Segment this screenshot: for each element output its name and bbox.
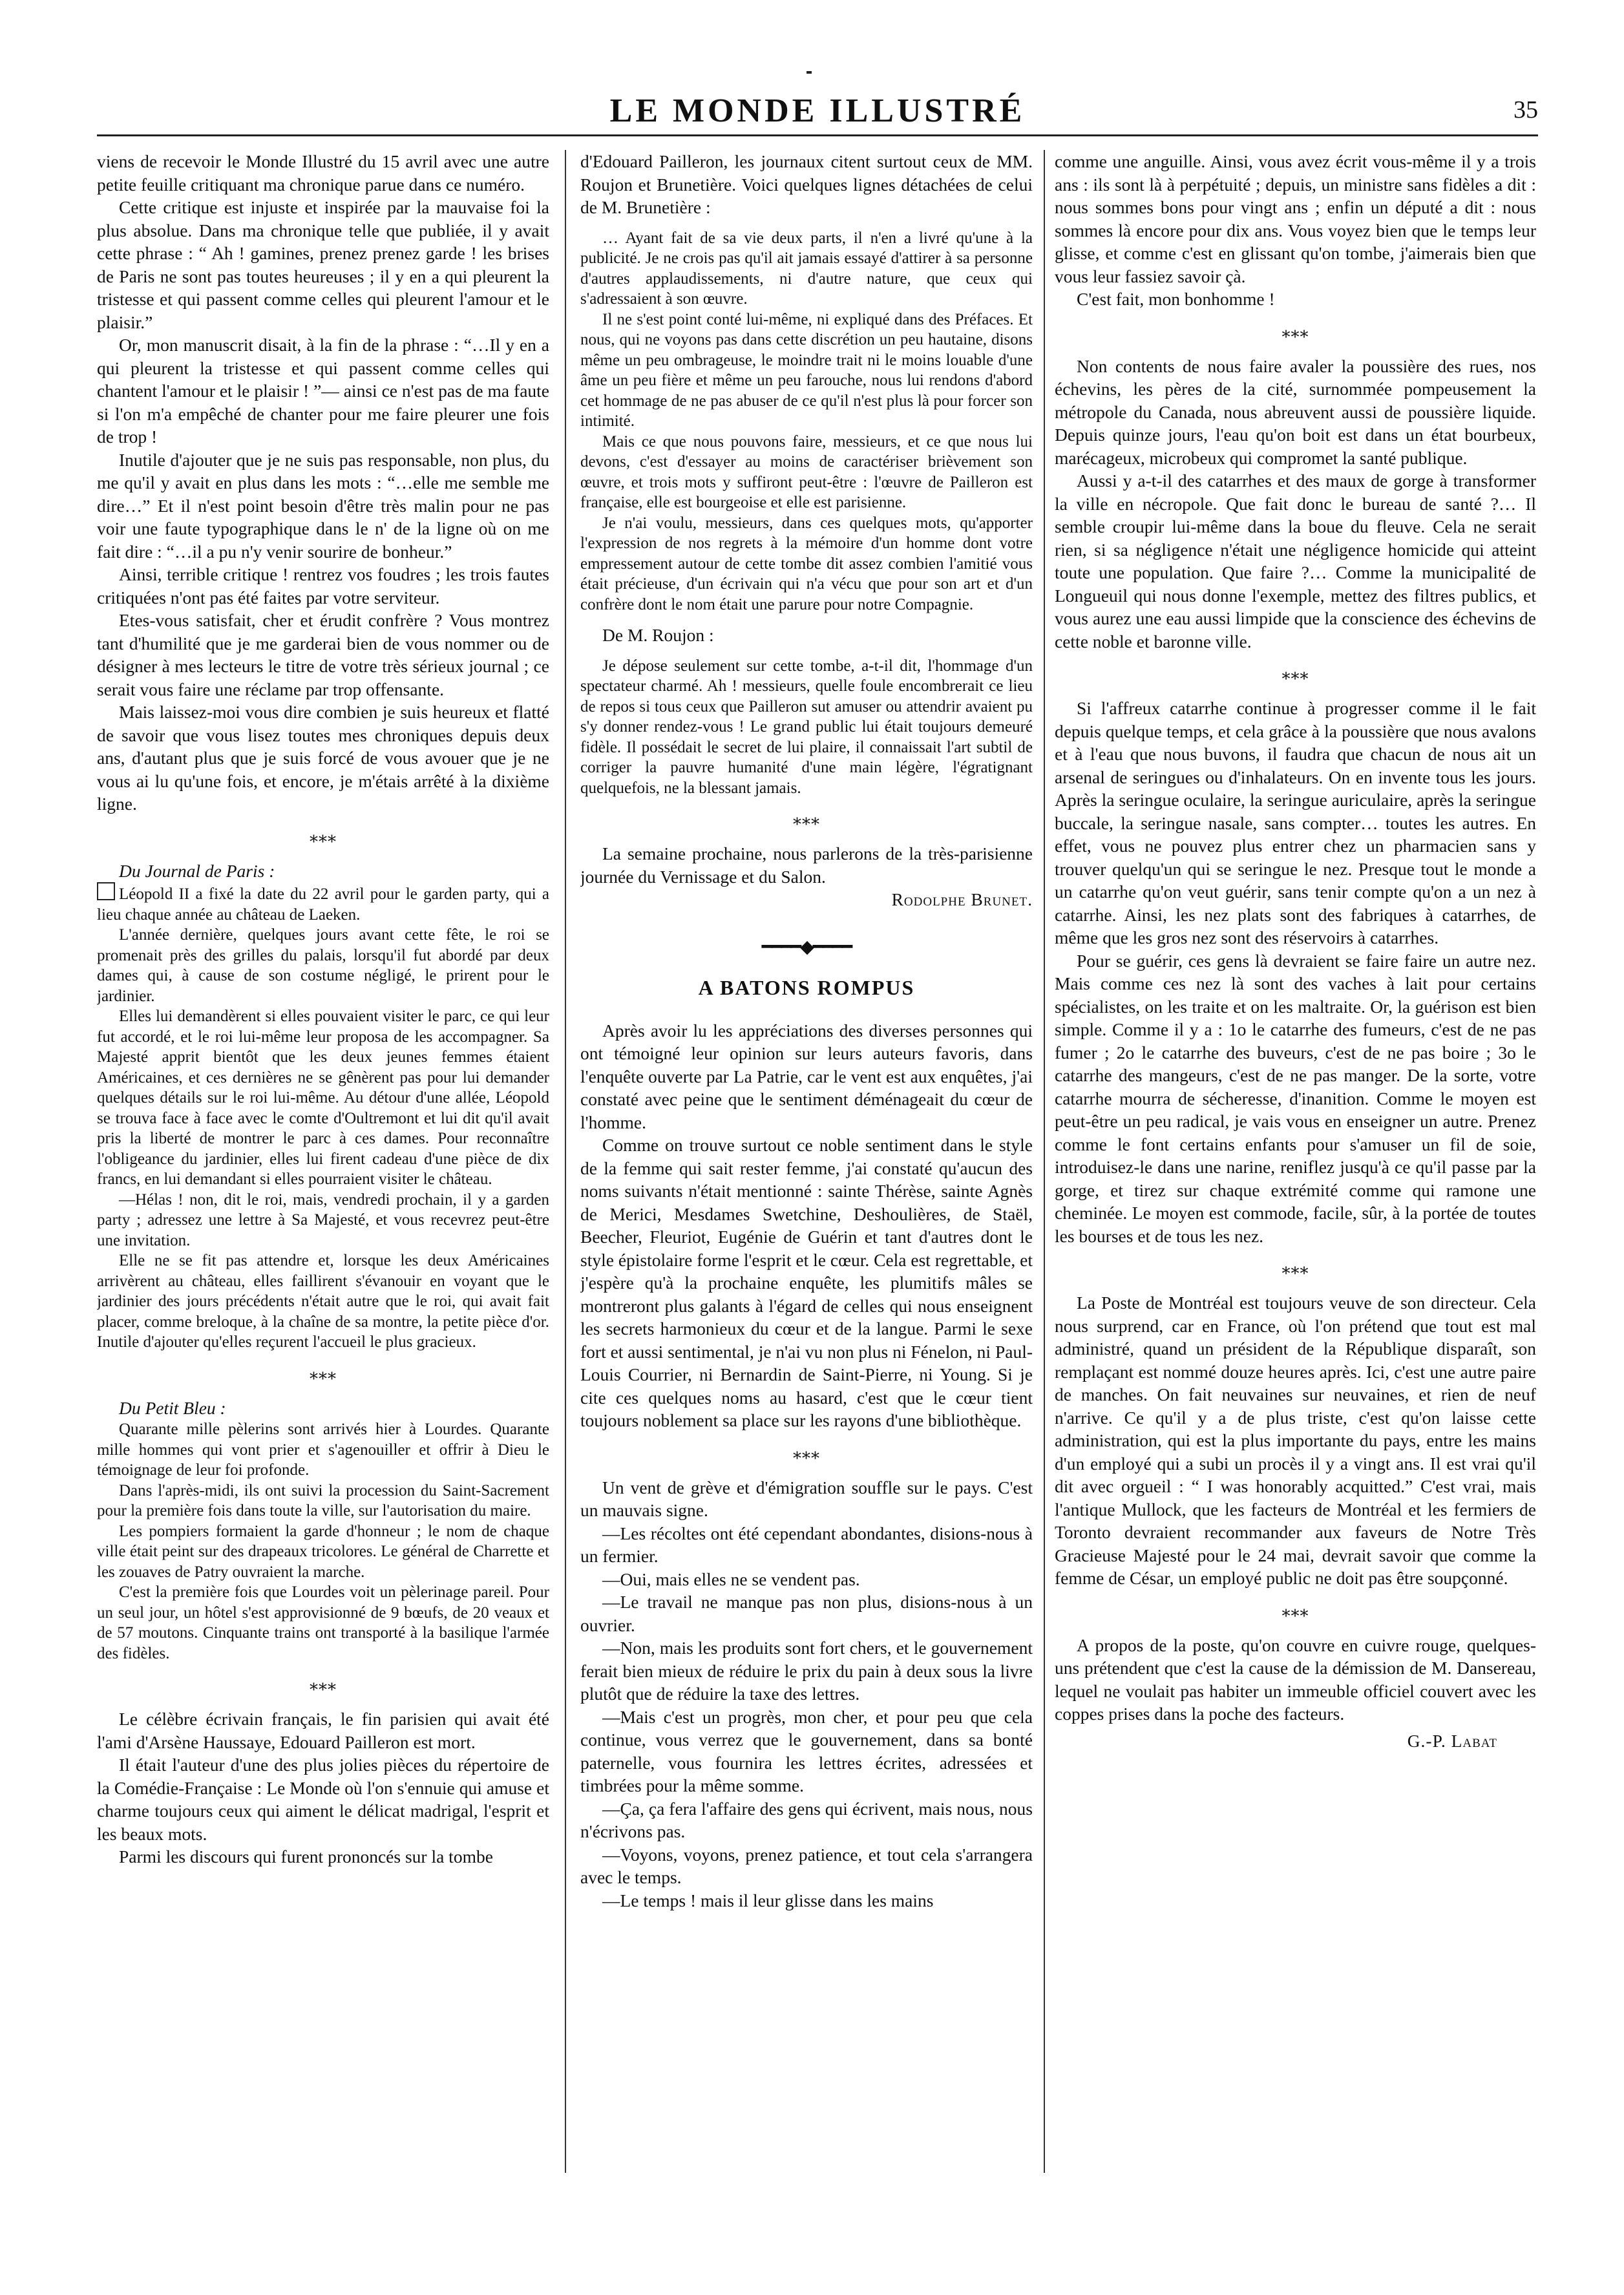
quote-paragraph: L'année dernière, quelques jours avant cette fête, le roi se promenait près des grilles du palais, lorsqu'il fut abordé par deux dames qui, à cause de son costume négligé, le prirent pour le jardinier. [97, 926, 549, 1005]
paragraph: Cette critique est injuste et inspirée par la mauvaise foi la plus absolue. Dans ma chronique telle que publiée, il y avait cette phrase : “ Ah ! gamines, prenez prenez garde ! les brises de Paris ne sont pas toutes heureuses ; il y en a qui pleurent la tristesse et qui passent comme celles qui pleurent l'amour et le plaisir.” [97, 197, 549, 332]
column-1 [97, 150, 549, 2250]
asterism-divider: ⁎⁎⁎ [1281, 1601, 1309, 1620]
page-header [97, 84, 1538, 142]
paragraph: La Poste de Montréal est toujours veuve de son directeur. Cela nous surprend, car en France, où l'on prétend que tout est mal administré, quand un président de la République disparaît, son remplaçant est nommé douze heures après. Ici, c'est une autre paire de manches. On fait neuvaines sur neuvaines, et rien de neuf n'arrive. Ce qu'il y a de plus triste, c'est qu'on laisse cette administration, qui est la plus importante du pays, entre les mains d'un employé qui a subi un procès il y a vingt ans. Il est vrai qu'il dit avec orgueil : “ I was honorably acquitted.” C'est vrai, mais l'antique Mullock, que les facteurs de Montréal et les fermiers de Toronto devraient recommander aux faveurs de Notre Très Gracieuse Majesté pour le 24 mai, devrait savoir que comme la femme de César, un employé public ne doit pas être soupçonné. [1055, 1293, 1536, 1588]
paragraph: d'Edouard Pailleron, les journaux citent surtout ceux de MM. Roujon et Brunetière. Voici quelques lignes détachées de celui de M. Brunetière : [580, 151, 1033, 217]
paragraph: Pour se guérir, ces gens là devraient se faire faire un autre nez. Mais comme ces nez là sont des vaches à lait pour certains spécialistes, on les traite et on les maltraite. Or, la guérison est bien simple. Comme il y a : 1o le catarrhe des fumeurs, c'est de ne pas fumer ; 2o le catarrhe des buveurs, c'est de ne pas boire ; 3o le catarrhe des mangeurs, c'est de ne pas manger. De la sorte, votre catarrhe mourra de sécheresse, d'inanition. Comme le moyen est peut-être un peu radical, je vais vous en enseigner un autre. Prenez comme le font certains enfants pour s'amuser un fil de soie, introduisez-le dans une narine, reniflez jusqu'à ce qu'il passe par la gorge, et tirez sur chaque extrémité comme qui ramone une cheminée. Le moyen est commode, facile, sûr, à la portée de toutes les bourses et de tous les nez. [1055, 950, 1536, 1246]
dialogue-line: —Ça, ça fera l'affaire des gens qui écrivent, mais nous, nous n'écrivons pas. [580, 1798, 1033, 1841]
paragraph: C'est fait, mon bonhomme ! [1077, 289, 1275, 309]
source-label: Du Journal de Paris : [119, 860, 275, 881]
quote-paragraph: Je dépose seulement sur cette tombe, a-t-il dit, l'hommage d'un spectateur charmé. Ah ! messieurs, quelle foule encombrerait ce lieu de repos si tous ceux que Pailleron sut amuser ou attendrir avaient pu s'y donner rendez-vous ! Le grand public lui était toujours demeuré fidèle. Il possédait le secret de lui plaire, il connaissait l'art subtil de corriger la pauvre humanité d'une main légère, l'égratignant quelquefois, ne la blessant jamais. [580, 657, 1033, 797]
dialogue-line: —Voyons, voyons, prenez patience, et tout cela s'arrangera avec le temps. [580, 1844, 1033, 1887]
top-mark [807, 71, 812, 74]
signature: Rodolphe Brunet. [891, 889, 1033, 909]
paragraph: comme une anguille. Ainsi, vous avez écrit vous-même il y a trois ans : ils sont là à perpétuité ; depuis, un ministre sans fidèles a dit : nous sommes bons pour vingt ans ; enfin un député a dit : nous sommes là encore pour dix ans. Vous voyez bien que le temps leur glisse, et comme c'est en glissant qu'on tombe, j'aimerais bien que vous leur fassiez savoir çà. [1055, 151, 1536, 286]
paragraph: Le célèbre écrivain français, le fin parisien qui avait été l'ami d'Arsène Haussaye, Edouard Pailleron est mort. [97, 1709, 549, 1752]
paragraph: Comme on trouve surtout ce noble sentiment dans le style de la femme qui sait rester femme, j'ai constaté qu'aucun des noms suivants n'était mentionné : sainte Thérèse, sainte Agnès de Merici, Mesdames Swetchine, Deshoulières, de Staël, Beecher, Fleuriot, Eugénie de Guérin et tant d'autres dont le style épistolaire forme l'esprit et le cœur. Cela est regrettable, et j'espère qu'à la prochaine enquête, les plumitifs mâles se montreront plus galants à l'égard de celles qui nous enseignent les secrets harmonieux du cœur et de la langue. Parmi le sexe fort et aussi sentimental, je n'ai vu non plus ni Fénelon, ni Paul-Louis Courrier, ni Bernardin de Saint-Pierre, ni Young. Si je cite ces quelques noms au hasard, c'est que le cœur tient toujours noblement sa place sur les rayons d'une bibliothèque. [580, 1135, 1033, 1430]
asterism-divider: ⁎⁎⁎ [1281, 322, 1309, 341]
asterism-divider: ⁎⁎⁎ [1281, 1259, 1309, 1278]
paragraph: Après avoir lu les appréciations des diverses personnes qui ont témoigné leur opinion sur leurs auteurs favoris, dans l'enquête ouverte par La Patrie, car le vent est aux enquêtes, j'ai constaté avec peine que le sentiment déménageait du cœur de l'homme. [580, 1020, 1033, 1132]
masthead-title: LE MONDE ILLUSTRÉ [609, 92, 1026, 129]
paragraph: Ainsi, terrible critique ! rentrez vos foudres ; les trois fautes critiquées n'ont pas été faites par votre serviteur. [97, 564, 549, 608]
paragraph: Un vent de grève et d'émigration souffle sur le pays. C'est un mauvais signe. [580, 1477, 1033, 1520]
section-heading: A BATONS ROMPUS [698, 976, 915, 999]
quote-paragraph: Mais ce que nous pouvons faire, messieurs, et ce que nous lui devons, c'est d'essayer au moins de caractériser brièvement son œuvre, et trois mots y suffiront peut-être : l'œuvre de Pailleron est française, elle est bourgeoise et elle est parisienne. [580, 432, 1033, 511]
dialogue-line: —Non, mais les produits sont fort chers, et le gouvernement ferait bien mieux de réduire le prix du pain à deux sous la livre plutôt que de réduire la taxe des lettres. [580, 1638, 1033, 1704]
dialogue-line: —Le travail ne manque pas non plus, disions-nous à un ouvrier. [580, 1592, 1033, 1635]
column-divider-1 [565, 150, 566, 2173]
paragraph: La semaine prochaine, nous parlerons de la très-parisienne journée du Vernissage et du Salon. [580, 843, 1033, 887]
dialogue-line: —Les récoltes ont été cependant abondantes, disions-nous à un fermier. [580, 1523, 1033, 1566]
asterism-divider: ⁎⁎⁎ [793, 1443, 820, 1463]
paragraph: Parmi les discours qui furent prononcés sur la tombe [119, 1846, 493, 1867]
paragraph: Mais laissez-moi vous dire combien je suis heureux et flatté de savoir que vous lisez toutes mes chroniques depuis deux ans, d'autant plus que je suis forcé de vous avouer que je ne vous ai lu qu'une fois, et encore, je m'étais arrêté à la dixième ligne. [97, 702, 549, 814]
quote-paragraph: Je n'ai voulu, messieurs, dans ces quelques mots, qu'apporter l'expression de nos regrets à la mémoire d'un homme dont votre empressement autour de cette tombe dit assez combien l'amitié vous était précieuse, d'un écrivain qui n'a vécu que pour son art et d'un confrère dont le nom était une parure pour notre Compagnie. [580, 514, 1033, 613]
dialogue-line: —Oui, mais elles ne se vendent pas. [602, 1569, 860, 1589]
paragraph: Si l'affreux catarrhe continue à progresser comme il le fait depuis quelque temps, et cela grâce à la poussière que nous avalons et à l'eau que nous buvons, il faudra que chacun de nous ait un arsenal de seringues ou d'inhalateurs. On en invente tous les jours. Après la seringue oculaire, la seringue auriculaire, après la seringue buccale, la seringue nasale, sans compter… toutes les autres. En effet, vous ne pouvez plus entrer chez un pharmacien sans y trouver quelqu'un qui se seringue le nez. Presque tout le monde a un catarrhe qu'on veut guérir, sans tenir compte qu'on a un nez à catarrhe. Ainsi, les nez plats sont des fabriques à catarrhes, de même que les gros nez sont des réservoirs à catarrhes. [1055, 698, 1536, 947]
paragraph: Non contents de nous faire avaler la poussière des rues, nos échevins, les pères de la cité, surnommée pompeusement la métropole du Canada, nous abreuvent aussi de poussière liquide. Depuis quinze jours, l'eau qu'on boit est dans un état bourbeux, marécageux, microbeux qui compromet la santé publique. [1055, 355, 1536, 468]
quote-paragraph: —Hélas ! non, dit le roi, mais, vendredi prochain, il y a garden party ; adressez une lettre à Sa Majesté, et vous recevrez peut-être une invitation. [97, 1190, 549, 1249]
quote-paragraph: Elles lui demandèrent si elles pouvaient visiter le parc, ce qui leur fut accordé, et le roi lui-même leur proposa de les accompagner. Sa Majesté apprit bientôt que les deux jeunes femmes étaient Américaines, et ces dernières ne se gênèrent pas pour lui demander quelques détails sur le roi lui-même. Au détour d'une allée, Léopold se trouva face à face avec le comte d'Oultremont et lui dit qu'il avait pris la liberté de montrer le parc à ces dames. Pour reconnaître l'obligeance du jardinier, elles lui firent cadeau d'une pièce de dix francs, en lui demandant si elles pourraient visiter le château. [97, 1008, 549, 1188]
paragraph: A propos de la poste, qu'on couvre en cuivre rouge, quelques-uns prétendent que c'est la cause de la démission de M. Dansereau, lequel ne voulait pas habiter un immeuble officiel couvert avec les coppes prises dans la poche des facteurs. [1055, 1634, 1536, 1724]
header-rule [97, 134, 1538, 136]
dialogue-line: —Le temps ! mais il leur glisse dans les mains [602, 1890, 934, 1910]
dialogue-line: —Mais c'est un progrès, mon cher, et pour peu que cela continue, vous verrez que le gouvernement, dans sa bonté paternelle, vous fournira les lettres écrites, adressées et timbrées pour la même somme. [580, 1706, 1033, 1795]
quote-paragraph: Léopold II a fixé la date du 22 avril pour le garden party, qui a lieu chaque année au château de Laeken. [97, 885, 549, 924]
page-number: 35 [1513, 96, 1538, 123]
ornament-rule-icon: ━━━━◆━━━━ [761, 936, 852, 957]
paragraph: Etes-vous satisfait, cher et érudit confrère ? Vous montrez tant d'humilité que je me garderai bien de vous nommer ou de désigner à mes lecteurs le titre de votre très sérieux journal ; ce serait vous faire une réclame par trop offensante. [97, 610, 549, 699]
asterism-divider: ⁎⁎⁎ [793, 810, 820, 829]
quote-paragraph: Elle ne se fit pas attendre et, lorsque les deux Américaines arrivèrent au château, elles faillirent s'évanouir en voyant que le jardinier des jours précédents n'était autre que le roi, qui avait fait placer, comme breloque, à la chaîne de sa montre, la petite pièce d'or. Inutile d'ajouter qu'elles reçurent l'accueil le plus gracieux. [97, 1252, 549, 1351]
column-2 [580, 150, 1033, 2250]
quote-paragraph: Il ne s'est point conté lui-même, ni expliqué dans des Préfaces. Et nous, qui ne voyons pas dans cette discrétion un peu hautaine, disons même un peu ombrageuse, le moindre trait ni le moins louable d'une âme un peu fière et même un peu farouche, nous lui rendons d'abord cet hommage de ne pas abuser de ce qu'il n'est plus là pour forcer son intimité. [580, 310, 1033, 430]
quote-paragraph: C'est la première fois que Lourdes voit un pèlerinage pareil. Pour un seul jour, un hôtel s'est approvisionné de 9 bœufs, de 20 veaux et de 57 moutons. Cinquante trains ont transporté à la basilique l'armée des fidèles. [97, 1583, 549, 1662]
asterism-divider: ⁎⁎⁎ [310, 1364, 337, 1383]
drop-cap-icon [97, 882, 115, 900]
paragraph: viens de recevoir le Monde Illustré du 15 avril avec une autre petite feuille critiquant ma chronique parue dans ce numéro. [97, 151, 549, 195]
source-label: De M. Roujon : [602, 625, 714, 645]
paragraph: Or, mon manuscrit disait, à la fin de la phrase : “…Il y en a qui pleurent la tristesse et qui passent comme celles qui chantent l'amour et le plaisir ! ”— ainsi ce n'est pas de ma faute si l'on m'a empêché de chanter pour me faire pleurer une fois de trop ! [97, 335, 549, 447]
asterism-divider: ⁎⁎⁎ [310, 1675, 337, 1694]
paragraph: Inutile d'ajouter que je ne suis pas responsable, non plus, du me qu'il y avait en plus dans les mots : “…elle me semble me dire…” Et il n'est point besoin d'être très malin pour ne pas voir une faute typographique dans le n' de la ligne où on me fait dire : “…il a pu n'y venir sourire de bonheur.” [97, 449, 549, 562]
signature: G.-P. Labat [1407, 1730, 1497, 1751]
column-3 [1055, 150, 1536, 2250]
asterism-divider: ⁎⁎⁎ [310, 827, 337, 846]
quote-paragraph: Dans l'après-midi, ils ont suivi la procession du Saint-Sacrement pour la première fois dans toute la ville, sur l'autorisation du maire. [97, 1481, 549, 1519]
paragraph: Aussi y a-t-il des catarrhes et des maux de gorge à transformer la ville en nécropole. Que fait donc le bureau de santé ?… Il semble croupir lui-même dans la boue du fleuve. Cela ne serait rien, si sa négligence n'était une négligence homicide qui atteint toute une population. Que faire ?… Comme la municipalité de Longueuil qui nous donne l'exemple, mettez des filtres publics, et vous aurez une eau aussi limpide que la conscience des échevins de cette noble et baronne ville. [1055, 471, 1536, 651]
asterism-divider: ⁎⁎⁎ [1281, 664, 1309, 683]
column-divider-2 [1044, 150, 1045, 2173]
quote-paragraph: … Ayant fait de sa vie deux parts, il n'en a livré qu'une à la publicité. Je ne crois pas qu'il ait jamais essayé d'attirer à sa personne d'autres applaudissements, ni d'autre nature, que ceux qui s'adressaient à son œuvre. [580, 229, 1033, 308]
paragraph: Il était l'auteur d'une des plus jolies pièces du répertoire de la Comédie-Française : Le Monde où l'on s'ennuie qui amuse et charme toujours ceux qui aiment le délicat madrigal, l'esprit et les beaux mots. [97, 1755, 549, 1844]
quote-paragraph: Les pompiers formaient la garde d'honneur ; le nom de chaque ville était peint sur des drapeaux tricolores. Le général de Charrette et les zouaves de Patry ouvraient la marche. [97, 1522, 549, 1581]
quote-paragraph: Quarante mille pèlerins sont arrivés hier à Lourdes. Quarante mille hommes qui vont prier et s'agenouiller et offrir à Dieu le témoignage de leur foi profonde. [97, 1421, 549, 1479]
source-label: Du Petit Bleu : [119, 1397, 226, 1418]
